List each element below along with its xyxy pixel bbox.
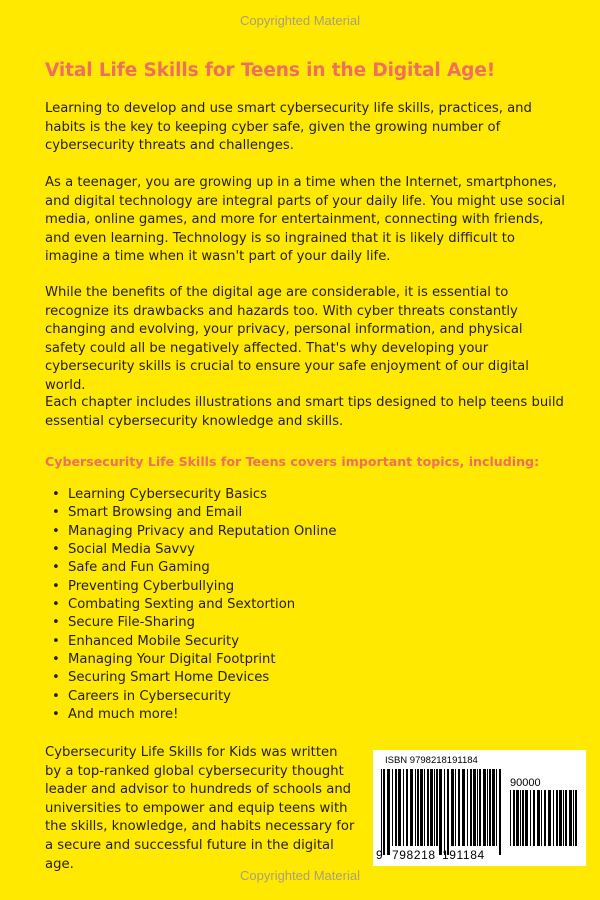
main-barcode-bars [381, 769, 505, 855]
barcode-bar [383, 769, 385, 855]
benefits-paragraph: While the benefits of the digital age are considerable, it is essential to recognize its drawbacks and hazards too. With cyber threats constantly changing and evolving, your privacy, personal information, and physical safety could all be negatively affected. That's why developing your cybersecurity skills is crucial to ensure your safe enjoyment of our digital world. [45, 285, 529, 393]
bullet-icon: • [52, 707, 60, 723]
bullet-icon: • [52, 633, 60, 649]
chapters-paragraph: Each chapter includes illustrations and smart tips designed to help teens build essential cybersecurity knowledge and skills. [45, 395, 564, 429]
bullet-icon: • [52, 487, 60, 502]
barcode-bar [525, 790, 528, 846]
page-title: Vital Life Skills for Teens in the Digital Age! [45, 60, 496, 81]
topic-label: And much more! [68, 707, 179, 723]
barcode-bar [533, 790, 535, 846]
barcode-bar [458, 769, 460, 846]
topic-label: Managing Your Digital Footprint [68, 652, 276, 668]
list-item [52, 541, 336, 559]
topic-label: Smart Browsing and Email [68, 505, 243, 521]
list-item [52, 651, 336, 669]
barcode-first-digit: 9 [376, 848, 383, 862]
barcode-bar [522, 790, 524, 846]
barcode-bar [447, 769, 449, 855]
addon-barcode-bars [510, 790, 578, 855]
barcode-bar [492, 769, 495, 846]
barcode-bar [553, 790, 554, 846]
topic-label: Safe and Fun Gaming [68, 560, 210, 576]
topic-label: Careers in Cybersecurity [68, 688, 231, 704]
list-item [52, 596, 336, 614]
author-paragraph: Cybersecurity Life Skills for Kids was written by a top-ranked global cybersecurity thought leader and advisor to hundreds of schools and universities to empower and equip teens with the skills, knowledge, and habits necessary for a secure and successful future in the digital age. [45, 745, 355, 872]
barcode-bar [420, 769, 423, 846]
topic-label: Social Media Savvy [68, 542, 195, 558]
barcode-bar [410, 769, 413, 846]
barcode-bar [473, 769, 476, 846]
barcode-bar [510, 790, 511, 846]
barcode-bar [406, 769, 408, 846]
barcode-bar [541, 790, 542, 846]
barcode-digit-group-left: 798218 [392, 848, 436, 862]
topic-label: Preventing Cyberbullying [68, 578, 235, 594]
teenager-paragraph: As a teenager, you are growing up in a time when the Internet, smartphones, and digital technology are integral parts of your daily life. You might use social media, online games, and more for entertainment, connecting with friends, and even learning. Technology is so ingrained that it is likely difficult to imagine a time when it wasn't part of your daily life. [45, 175, 565, 265]
isbn-barcode [373, 750, 586, 866]
list-item [52, 706, 336, 724]
list-item [52, 614, 336, 632]
barcode-bar [556, 790, 558, 846]
barcode-bar [403, 769, 404, 846]
barcode-bar [559, 790, 562, 846]
barcode-bar [451, 769, 454, 846]
topic-label: Combating Sexting and Sextortion [68, 597, 296, 613]
barcode-bar [499, 769, 501, 855]
bullet-icon: • [52, 578, 60, 594]
barcode-bar [430, 769, 433, 846]
topic-label: Enhanced Mobile Security [68, 633, 240, 649]
barcode-bar [455, 769, 456, 846]
isbn-label: ISBN 9798218191184 [385, 755, 478, 766]
barcode-bar [487, 769, 488, 846]
barcode-bar [489, 769, 491, 846]
barcode-bar [444, 769, 445, 855]
price-code: 90000 [510, 777, 541, 789]
barcode-bar [520, 790, 521, 846]
barcode-bar [575, 790, 577, 846]
barcode-bar [513, 790, 515, 846]
topic-label: Securing Smart Home Devices [68, 670, 270, 686]
bullet-icon: • [52, 597, 60, 613]
barcode-bar [530, 790, 531, 846]
list-item [52, 486, 336, 504]
topics-heading: Cybersecurity Life Skills for Teens covers important topics, including: [45, 454, 540, 469]
intro-paragraph: Learning to develop and use smart cybersecurity life skills, practices, and habits is the key to keeping cyber safe, given the growing number of cybersecurity threats and challenges. [45, 101, 532, 154]
barcode-bar [436, 769, 438, 846]
topic-label: Secure File-Sharing [68, 615, 195, 631]
barcode-bar [398, 769, 401, 846]
barcode-bar [424, 769, 425, 846]
bullet-icon: • [52, 523, 60, 539]
list-item [52, 504, 336, 522]
barcode-bar [462, 769, 465, 846]
bullet-icon: • [52, 670, 60, 686]
bullet-icon: • [52, 560, 60, 576]
barcode-bar [563, 790, 564, 846]
barcode-bar [544, 790, 546, 846]
barcode-bar [392, 769, 393, 846]
barcode-bar [415, 769, 416, 846]
barcode-bar [479, 769, 481, 846]
barcode-bar [548, 790, 551, 846]
barcode-bar [381, 769, 382, 855]
list-item [52, 523, 336, 541]
barcode-bar [427, 769, 429, 846]
list-item [52, 578, 336, 596]
barcode-bar [477, 769, 478, 846]
topic-label: Learning Cybersecurity Basics [68, 487, 267, 502]
barcode-bar [537, 790, 540, 846]
bullet-icon: • [52, 652, 60, 668]
barcode-bar [434, 769, 435, 846]
bullet-icon: • [52, 542, 60, 558]
barcode-bar [573, 790, 574, 846]
barcode-bar [565, 790, 567, 846]
barcode-bar [496, 769, 497, 846]
barcode-bar [516, 790, 519, 846]
topics-list [52, 486, 336, 724]
barcode-bar [470, 769, 472, 846]
watermark-bottom: Copyrighted Material [240, 868, 360, 883]
barcode-bar [395, 769, 397, 846]
list-item [52, 633, 336, 651]
watermark-top: Copyrighted Material [240, 13, 360, 28]
bullet-icon: • [52, 505, 60, 521]
barcode-digit-group-right: 191184 [442, 848, 485, 862]
bullet-icon: • [52, 615, 60, 631]
barcode-bar [569, 790, 572, 846]
barcode-bar [467, 769, 468, 846]
bullet-icon: • [52, 688, 60, 704]
list-item [52, 688, 336, 706]
barcode-bar [387, 769, 390, 855]
topic-label: Managing Privacy and Reputation Online [68, 523, 337, 539]
list-item [52, 559, 336, 577]
barcode-bar [483, 769, 486, 846]
barcode-bar [417, 769, 419, 846]
list-item [52, 669, 336, 687]
barcode-bar [439, 769, 442, 855]
